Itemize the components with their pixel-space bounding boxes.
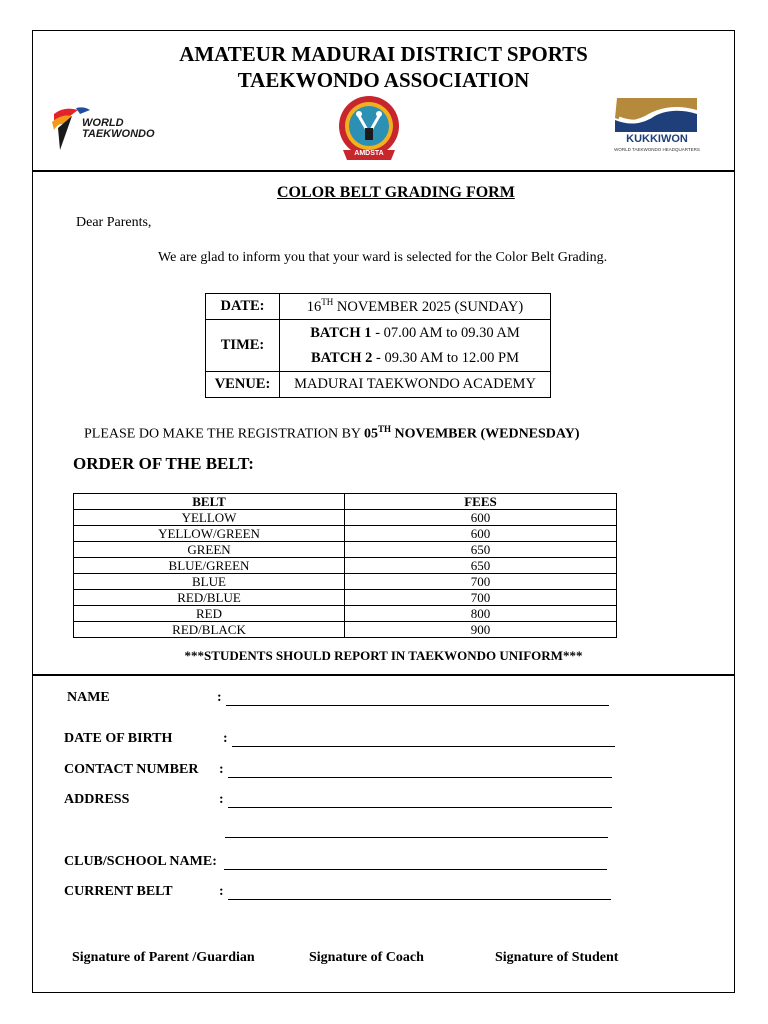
table-row — [74, 558, 617, 574]
amdsta-emblem-logo: AMDSTA — [331, 94, 407, 166]
table-row — [74, 510, 617, 526]
fees-column-header: FEES — [345, 494, 617, 510]
address-label: ADDRESS — [64, 792, 130, 807]
table-row — [74, 574, 617, 590]
form-title: COLOR BELT GRADING FORM — [277, 184, 515, 201]
form-divider — [32, 674, 735, 676]
fee-cell: 700 — [345, 590, 617, 606]
belt-cell: BLUE/GREEN — [74, 558, 345, 574]
table-row — [74, 526, 617, 542]
belt-cell: YELLOW — [74, 510, 345, 526]
table-row — [74, 590, 617, 606]
header-divider — [32, 170, 735, 172]
association-title-line2: TAEKWONDO ASSOCIATION — [237, 68, 530, 92]
date-label: DATE: — [206, 294, 280, 320]
table-row — [74, 606, 617, 622]
address-field-line1[interactable] — [228, 807, 612, 808]
name-colon: : — [217, 690, 222, 705]
belt-cell: YELLOW/GREEN — [74, 526, 345, 542]
current-belt-field[interactable] — [228, 899, 611, 900]
student-signature-label: Signature of Student — [495, 950, 619, 965]
current-belt-colon: : — [219, 884, 224, 899]
fee-cell: 600 — [345, 510, 617, 526]
current-belt-label: CURRENT BELT — [64, 884, 173, 899]
uniform-note: ***STUDENTS SHOULD REPORT IN TAEKWONDO UNIFORM*** — [184, 648, 583, 663]
venue-value: MADURAI TAEKWONDO ACADEMY — [280, 372, 551, 398]
world-taekwondo-wordmark: WORLD TAEKWONDO — [82, 117, 155, 140]
event-info-table — [205, 293, 551, 398]
belt-cell: RED — [74, 606, 345, 622]
dob-colon: : — [223, 731, 228, 746]
registration-notice: PLEASE DO MAKE THE REGISTRATION BY 05TH NOVEMBER (WEDNESDAY) — [84, 424, 580, 442]
dob-field[interactable] — [232, 746, 615, 747]
salutation: Dear Parents, — [76, 215, 152, 230]
venue-label: VENUE: — [206, 372, 280, 398]
name-field[interactable] — [226, 705, 609, 706]
association-title-line1: AMATEUR MADURAI DISTRICT SPORTS — [179, 42, 588, 66]
address-field-line2[interactable] — [225, 837, 608, 838]
intro-text: We are glad to inform you that your ward is selected for the Color Belt Grading. — [158, 250, 608, 265]
belt-cell: GREEN — [74, 542, 345, 558]
fee-cell: 700 — [345, 574, 617, 590]
coach-signature-label: Signature of Coach — [309, 950, 424, 965]
table-row — [74, 622, 617, 638]
fee-cell: 800 — [345, 606, 617, 622]
kukkiwon-logo: KUKKIWON WORLD TAEKWONDO HEADQUARTERS — [605, 96, 709, 158]
belt-column-header: BELT — [74, 494, 345, 510]
parent-signature-label: Signature of Parent /Guardian — [72, 950, 255, 965]
fee-cell: 900 — [345, 622, 617, 638]
club-school-field[interactable] — [224, 869, 607, 870]
address-colon: : — [219, 792, 224, 807]
fee-cell: 650 — [345, 558, 617, 574]
time-label: TIME: — [206, 320, 280, 372]
contact-label: CONTACT NUMBER — [64, 762, 199, 777]
fee-cell: 600 — [345, 526, 617, 542]
time-value: BATCH 1 - 07.00 AM to 09.30 AM BATCH 2 - 09.30 AM to 12.00 PM — [280, 320, 551, 372]
order-of-belt-heading: ORDER OF THE BELT: — [73, 454, 254, 473]
belt-cell: RED/BLACK — [74, 622, 345, 638]
date-value: 16TH NOVEMBER 2025 (SUNDAY) — [280, 294, 551, 320]
dob-label: DATE OF BIRTH — [64, 731, 173, 746]
fee-cell: 650 — [345, 542, 617, 558]
contact-field[interactable] — [228, 777, 612, 778]
table-row — [74, 542, 617, 558]
belt-cell: BLUE — [74, 574, 345, 590]
name-label: NAME — [67, 690, 110, 705]
club-school-label: CLUB/SCHOOL NAME: — [64, 854, 217, 869]
belt-fees-table — [73, 493, 617, 638]
contact-colon: : — [219, 762, 224, 777]
belt-cell: RED/BLUE — [74, 590, 345, 606]
